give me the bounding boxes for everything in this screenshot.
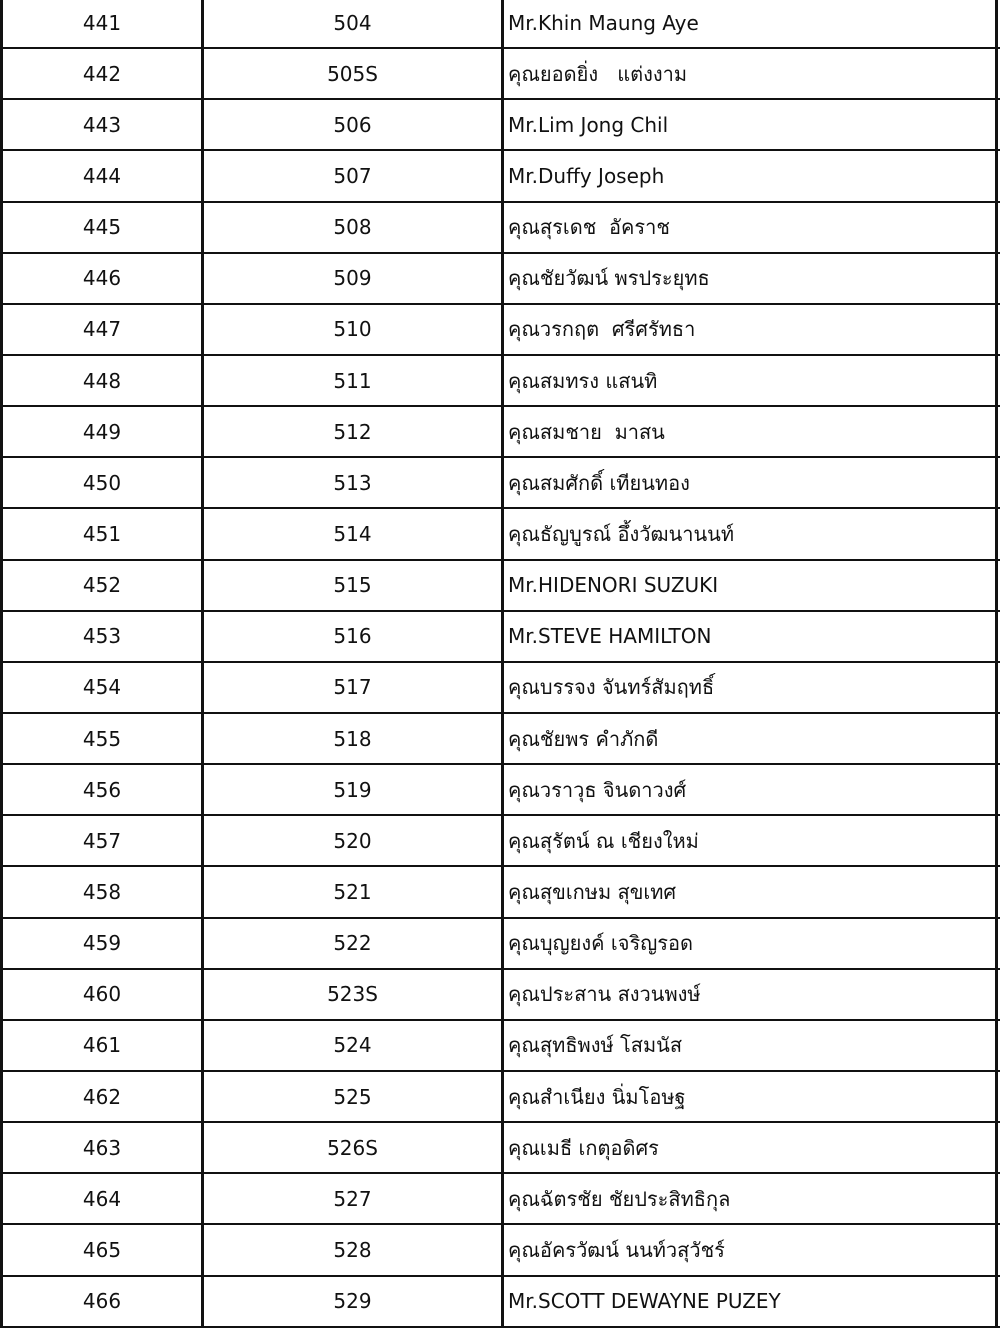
table-row (0, 0, 1000, 49)
name-cell: Mr.HIDENORI SUZUKI (504, 561, 998, 610)
code-cell: 515 (204, 561, 504, 610)
name-cell: คุณยอดยิ่ง แต่งงาม (504, 49, 998, 98)
code-cell: 522 (204, 919, 504, 968)
code-cell: 521 (204, 867, 504, 916)
name-cell: คุณสุรเดช อัคราช (504, 203, 998, 252)
table-row (0, 561, 1000, 612)
name-cell: คุณธัญบูรณ์ อึ้งวัฒนานนท์ (504, 509, 998, 558)
table-row (0, 1123, 1000, 1174)
name-cell: Mr.Khin Maung Aye (504, 0, 998, 47)
name-cell: คุณชัยพร คำภักดี (504, 714, 998, 763)
table-row (0, 1174, 1000, 1225)
table-row (0, 714, 1000, 765)
code-cell: 528 (204, 1225, 504, 1274)
row-number-cell: 446 (0, 254, 204, 303)
name-cell: Mr.Duffy Joseph (504, 151, 998, 200)
row-number-cell: 442 (0, 49, 204, 98)
table-row (0, 1021, 1000, 1072)
table-row (0, 765, 1000, 816)
row-number-cell: 466 (0, 1277, 204, 1326)
name-cell: คุณสมทรง แสนทิ (504, 356, 998, 405)
code-cell: 529 (204, 1277, 504, 1326)
name-cell: Mr.STEVE HAMILTON (504, 612, 998, 661)
name-cell: คุณสำเนียง นิ่มโอษฐ (504, 1072, 998, 1121)
row-number-cell: 452 (0, 561, 204, 610)
code-cell: 527 (204, 1174, 504, 1223)
row-number-cell: 454 (0, 663, 204, 712)
name-cell: Mr.Lim Jong Chil (504, 100, 998, 149)
code-cell: 505S (204, 49, 504, 98)
code-cell: 510 (204, 305, 504, 354)
table-row (0, 509, 1000, 560)
name-cell: คุณสมชาย มาสน (504, 407, 998, 456)
table-row (0, 100, 1000, 151)
code-cell: 523S (204, 970, 504, 1019)
table-row (0, 612, 1000, 663)
row-number-cell: 465 (0, 1225, 204, 1274)
code-cell: 526S (204, 1123, 504, 1172)
table-row (0, 1072, 1000, 1123)
name-cell: คุณชัยวัฒน์ พรประยุทธ (504, 254, 998, 303)
row-number-cell: 456 (0, 765, 204, 814)
code-cell: 508 (204, 203, 504, 252)
table-row (0, 663, 1000, 714)
table-row (0, 1225, 1000, 1276)
row-number-cell: 449 (0, 407, 204, 456)
row-number-cell: 444 (0, 151, 204, 200)
code-cell: 525 (204, 1072, 504, 1121)
table-row (0, 254, 1000, 305)
name-cell: คุณประสาน สงวนพงษ์ (504, 970, 998, 1019)
code-cell: 514 (204, 509, 504, 558)
row-number-cell: 443 (0, 100, 204, 149)
row-number-cell: 445 (0, 203, 204, 252)
name-cell: คุณบรรจง จันทร์สัมฤทธิ์ (504, 663, 998, 712)
code-cell: 517 (204, 663, 504, 712)
table-row (0, 919, 1000, 970)
row-number-cell: 451 (0, 509, 204, 558)
row-number-cell: 453 (0, 612, 204, 661)
code-cell: 519 (204, 765, 504, 814)
row-number-cell: 463 (0, 1123, 204, 1172)
table-row (0, 816, 1000, 867)
name-cell: คุณวราวุธ จินดาวงศ์ (504, 765, 998, 814)
table-row (0, 356, 1000, 407)
row-number-cell: 464 (0, 1174, 204, 1223)
table-row (0, 151, 1000, 202)
row-number-cell: 441 (0, 0, 204, 47)
name-cell: คุณสุรัตน์ ณ เชียงใหม่ (504, 816, 998, 865)
code-cell: 524 (204, 1021, 504, 1070)
table-row (0, 1277, 1000, 1328)
name-cell: คุณสุทธิพงษ์ โสมนัส (504, 1021, 998, 1070)
table-row (0, 458, 1000, 509)
table-row (0, 867, 1000, 918)
code-cell: 504 (204, 0, 504, 47)
row-number-cell: 462 (0, 1072, 204, 1121)
code-cell: 506 (204, 100, 504, 149)
name-cell: คุณบุญยงค์ เจริญรอด (504, 919, 998, 968)
name-cell: คุณเมธี เกตุอดิศร (504, 1123, 998, 1172)
row-number-cell: 457 (0, 816, 204, 865)
code-cell: 509 (204, 254, 504, 303)
row-number-cell: 450 (0, 458, 204, 507)
row-number-cell: 448 (0, 356, 204, 405)
code-cell: 512 (204, 407, 504, 456)
row-number-cell: 460 (0, 970, 204, 1019)
row-number-cell: 458 (0, 867, 204, 916)
code-cell: 513 (204, 458, 504, 507)
name-cell: คุณฉัตรชัย ชัยประสิทธิกุล (504, 1174, 998, 1223)
code-cell: 516 (204, 612, 504, 661)
name-cell: คุณอัครวัฒน์ นนท์วสุวัชร์ (504, 1225, 998, 1274)
name-cell: คุณสมศักดิ์ เทียนทอง (504, 458, 998, 507)
name-cell: คุณวรกฤต ศรีศรัทธา (504, 305, 998, 354)
code-cell: 518 (204, 714, 504, 763)
name-cell: Mr.SCOTT DEWAYNE PUZEY (504, 1277, 998, 1326)
table-row (0, 203, 1000, 254)
row-number-cell: 461 (0, 1021, 204, 1070)
table-row (0, 407, 1000, 458)
row-number-cell: 459 (0, 919, 204, 968)
code-cell: 507 (204, 151, 504, 200)
table-row (0, 970, 1000, 1021)
code-cell: 520 (204, 816, 504, 865)
row-number-cell: 447 (0, 305, 204, 354)
table-row (0, 305, 1000, 356)
name-cell: คุณสุขเกษม สุขเทศ (504, 867, 998, 916)
table-row (0, 49, 1000, 100)
row-number-cell: 455 (0, 714, 204, 763)
code-cell: 511 (204, 356, 504, 405)
